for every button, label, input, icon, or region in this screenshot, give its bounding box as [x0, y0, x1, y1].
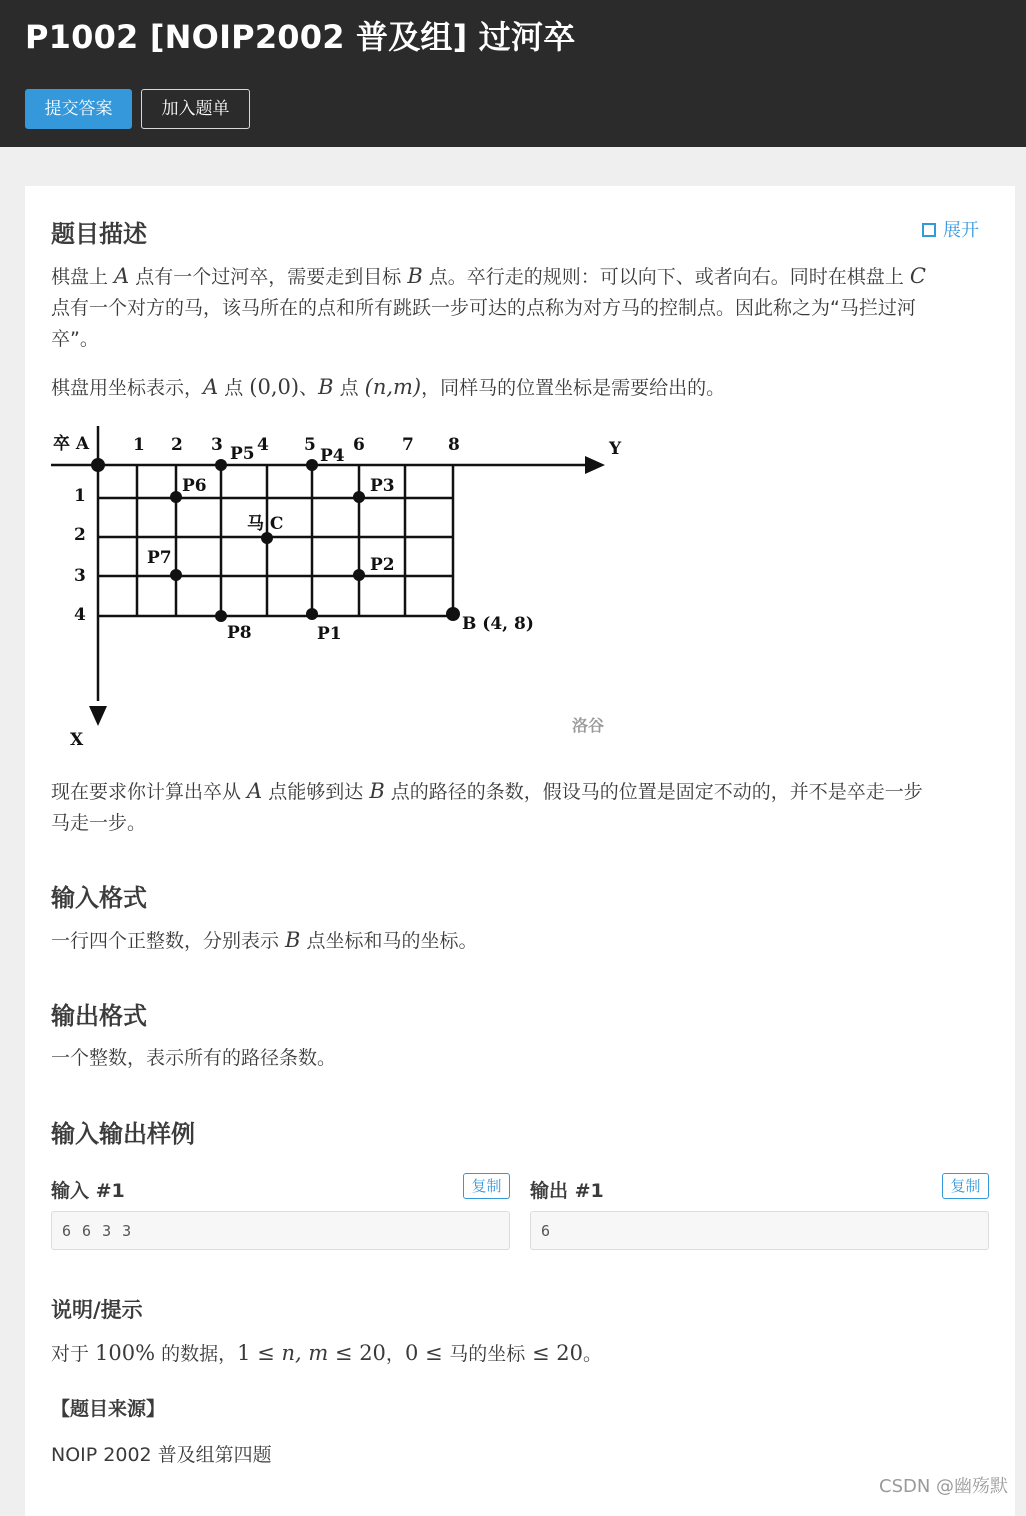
y-axis-arrow-icon [585, 456, 605, 474]
chessboard-figure [25, 421, 645, 751]
col-label: 8 [448, 435, 460, 455]
text: 一行四个正整数，分别表示 [51, 930, 286, 952]
col-label: 3 [211, 435, 223, 455]
submit-answer-button[interactable]: 提交答案 [25, 89, 132, 129]
output-format-heading: 输出格式 [51, 1002, 147, 1030]
text: ， [385, 1343, 405, 1365]
text: 点。卒行走的规则：可以向下、或者向右。同时在棋盘上 [422, 266, 910, 288]
text: 、 [299, 377, 319, 399]
point-label: P3 [370, 476, 395, 496]
x-axis-arrow-icon [89, 706, 107, 726]
text: 。 [582, 1343, 602, 1365]
math-C: C [909, 264, 926, 288]
row-label: 2 [74, 525, 86, 545]
input-format-heading: 输入格式 [51, 884, 147, 912]
math: 0 ≤ [404, 1341, 450, 1365]
point-P4 [306, 459, 318, 471]
text: 马的坐标 [449, 1343, 526, 1365]
col-label: 4 [257, 435, 269, 455]
horse-label: 马 C [247, 514, 284, 534]
math-coord-B: (n,m) [364, 375, 422, 399]
text: 卒”。 [51, 328, 99, 350]
col-label: 5 [304, 435, 316, 455]
y-axis-label: Y [609, 439, 622, 459]
text: 棋盘上 [51, 266, 115, 288]
math-A: A [203, 375, 219, 399]
row-label: 1 [74, 486, 86, 506]
row-label: 3 [74, 566, 86, 586]
x-axis-label: X [70, 730, 84, 750]
point-label: P4 [320, 446, 345, 466]
source-text: NOIP 2002 普及组第四题 [51, 1444, 272, 1466]
math: ≤ 20 [525, 1341, 583, 1365]
text: 棋盘用坐标表示， [51, 377, 204, 399]
start-label: 卒 A [53, 434, 90, 454]
col-label: 2 [171, 435, 183, 455]
point-label: P8 [227, 623, 252, 643]
math: 1 ≤ [237, 1341, 282, 1365]
math-B: B [318, 375, 334, 399]
point-label: P5 [230, 444, 255, 464]
samples-heading: 输入输出样例 [51, 1120, 195, 1148]
description-paragraph-3 [51, 776, 976, 839]
point-P8 [215, 610, 227, 622]
hint-text [51, 1338, 976, 1370]
text: 点坐标和马的坐标。 [300, 930, 478, 952]
text: 点 [333, 377, 365, 399]
col-label: 7 [402, 435, 414, 455]
point-P2 [353, 569, 365, 581]
text: 的数据， [155, 1343, 238, 1365]
add-to-list-button[interactable]: 加入题单 [141, 89, 250, 129]
text: 马走一步。 [51, 812, 147, 834]
math-percent: 100% [95, 1341, 156, 1365]
copy-output-button[interactable]: 复制 [942, 1173, 989, 1199]
point-label: P1 [317, 624, 342, 644]
text: 点有一个过河卒，需要走到目标 [129, 266, 408, 288]
input-sample-label: 输入 #1 [51, 1180, 125, 1202]
output-sample-label: 输出 #1 [530, 1180, 604, 1202]
watermark: CSDN @幽殇默 [879, 1476, 1009, 1497]
description-heading: 题目描述 [51, 220, 147, 248]
expand-label: 展开 [943, 220, 979, 241]
col-label: 1 [133, 435, 145, 455]
math-A: A [247, 779, 263, 803]
expand-button[interactable] [922, 216, 979, 242]
point-P1 [306, 608, 318, 620]
math-B: B [285, 928, 301, 952]
point-P6 [170, 491, 182, 503]
point-P7 [170, 569, 182, 581]
point-label: P2 [370, 555, 395, 575]
math: ≤ 20 [328, 1341, 386, 1365]
luogu-logo: 洛谷 [572, 716, 605, 735]
math-nm: n, m [281, 1341, 329, 1365]
point-B [446, 607, 460, 621]
point-A [91, 458, 105, 472]
description-paragraph-1 [51, 261, 976, 355]
point-P5 [215, 459, 227, 471]
math-coord-A: (0,0) [249, 375, 300, 399]
text: 对于 [51, 1343, 96, 1365]
page-title: P1002 [NOIP2002 普及组] 过河卒 [25, 18, 576, 56]
input-sample-box[interactable]: 6 6 3 3 [51, 1211, 510, 1250]
output-format-text: 一个整数，表示所有的路径条数。 [51, 1047, 337, 1069]
math-B: B [407, 264, 423, 288]
copy-input-button[interactable]: 复制 [463, 1173, 510, 1199]
expand-icon [922, 223, 936, 237]
grid [51, 426, 585, 701]
row-label: 4 [74, 605, 86, 625]
col-label: 6 [353, 435, 365, 455]
point-P3 [353, 491, 365, 503]
source-heading: 【题目来源】 [51, 1398, 166, 1420]
text: 现在要求你计算出卒从 [51, 781, 248, 803]
text: ，同样马的位置坐标是需要给出的。 [421, 377, 726, 399]
text: 点有一个对方的马，该马所在的点和所有跳跃一步可达的点称为对方马的控制点。因此称之为“马拦过河 [51, 297, 916, 319]
math-A: A [114, 264, 130, 288]
hint-heading: 说明/提示 [51, 1298, 143, 1322]
problem-header [0, 0, 1026, 147]
input-format-text [51, 925, 976, 957]
text: 点能够到达 [262, 781, 370, 803]
point-label: P6 [182, 476, 207, 496]
text: 点的路径的条数，假设马的位置是固定不动的，并不是卒走一步 [384, 781, 923, 803]
math-B: B [369, 779, 385, 803]
point-label: P7 [147, 548, 172, 568]
description-paragraph-2 [51, 372, 976, 404]
target-label: B (4, 8) [462, 614, 534, 634]
text: 点 [218, 377, 250, 399]
problem-card [25, 186, 1015, 1516]
output-sample-box[interactable]: 6 [530, 1211, 989, 1250]
